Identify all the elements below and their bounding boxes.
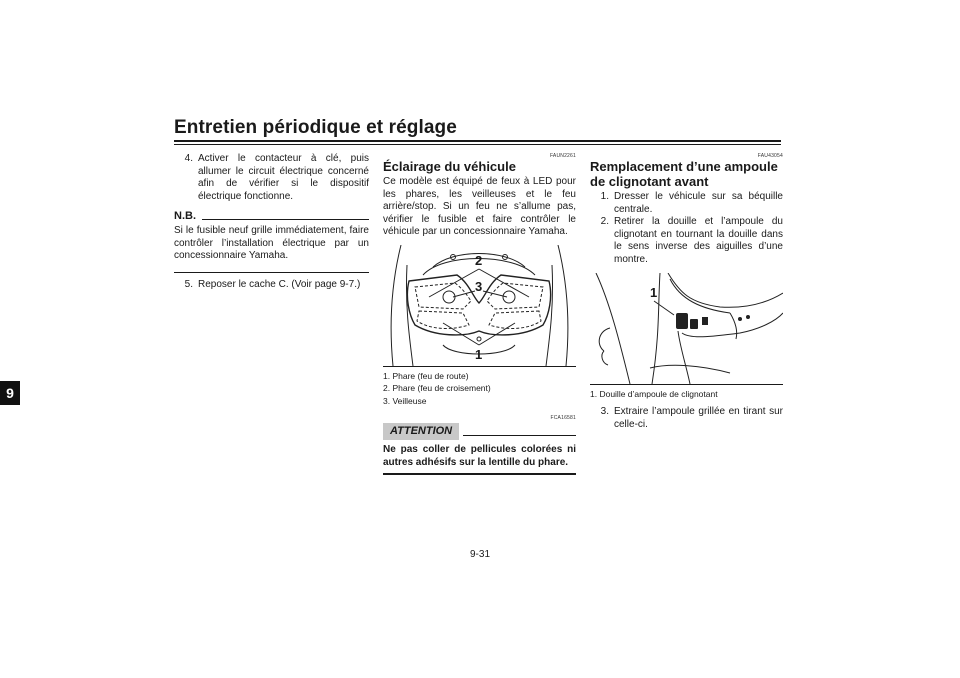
turn-signal-legend xyxy=(590,388,783,401)
lighting-paragraph: Ce modèle est équipé de feux à LED pour les phares, les veilleuses et le feu arrière/stop. Si un feu ne s’allume pas, vérifier le fusible et faire contrôler le véhicule par un concessionnaire Yamaha. xyxy=(383,176,576,238)
step-number: 4. xyxy=(184,153,193,164)
section-code: FAU43054 xyxy=(757,153,783,159)
nb-rule xyxy=(202,219,369,220)
step-2 xyxy=(590,216,783,266)
chapter-tab: 9 xyxy=(0,381,20,405)
nb-text: Si le fusible neuf grille immédiatement, faire contrôler l’installation électrique par un concessionnaire Yamaha. xyxy=(174,224,369,262)
callout-2: 2 xyxy=(475,252,483,268)
section-title-turn-signal: Remplacement d’une ampoule de clignotant avant xyxy=(590,159,778,189)
step-4 xyxy=(174,153,369,203)
step-3 xyxy=(590,406,783,431)
step-1 xyxy=(590,191,783,216)
step-text: Reposer le cache C. (Voir page 9-7.) xyxy=(198,278,361,290)
callout-1: 1 xyxy=(475,346,483,362)
legend-item: 2. Phare (feu de croisement) xyxy=(383,383,491,394)
step-text: Retirer la douille et l’ampoule du clignotant en tournant la douille dans le sens inverse des aiguilles d’une montre. xyxy=(614,216,783,265)
step-text: Extraire l’ampoule grillée en tirant sur celle-ci. xyxy=(614,406,783,430)
page-number: 9-31 xyxy=(469,549,490,560)
nb-end-rule xyxy=(174,272,369,273)
step-number: 3. xyxy=(600,406,609,418)
middle-column xyxy=(383,153,576,475)
attention-code: FCA16581 xyxy=(550,415,576,422)
turn-signal-illustration xyxy=(590,273,783,384)
headlight-legend xyxy=(383,370,576,408)
attention-text: Ne pas coller de pellicules colorées ni autres adhésifs sur la lentille du phare. xyxy=(383,444,576,468)
step-number: 1. xyxy=(600,191,609,202)
section-code: FAUN2261 xyxy=(549,153,576,159)
page-title: Entretien périodique et réglage xyxy=(174,117,457,138)
step-5 xyxy=(174,279,369,292)
title-rule xyxy=(174,140,781,142)
attention-header xyxy=(383,423,576,440)
left-column xyxy=(174,153,369,291)
headlight-figure xyxy=(383,245,576,367)
step-number: 5. xyxy=(184,278,193,290)
step-number: 2. xyxy=(600,216,609,228)
section-title-lighting: Éclairage du véhicule xyxy=(383,159,516,174)
step-text: Dresser le véhicule sur sa béquille centrale. xyxy=(614,191,783,215)
attention-end-rule xyxy=(383,473,576,475)
right-column xyxy=(590,153,783,431)
nb-header xyxy=(174,210,369,223)
legend-item: 1. Phare (feu de route) xyxy=(383,370,469,381)
title-rule-thin xyxy=(174,144,781,145)
callout-3: 3 xyxy=(475,278,483,294)
attention-rule xyxy=(463,435,576,436)
legend-item: 3. Veilleuse xyxy=(383,395,427,406)
callout-1: 1 xyxy=(650,284,658,300)
legend-item: 1. Douille d’ampoule de clignotant xyxy=(590,388,718,399)
step-text: Activer le contacteur à clé, puis allumer le circuit électrique concerné afin de vérifier si le dispositif électrique fonctionne. xyxy=(198,153,369,202)
turn-signal-figure xyxy=(590,273,783,385)
attention-badge: ATTENTION xyxy=(383,423,459,440)
nb-label: N.B. xyxy=(174,210,196,223)
